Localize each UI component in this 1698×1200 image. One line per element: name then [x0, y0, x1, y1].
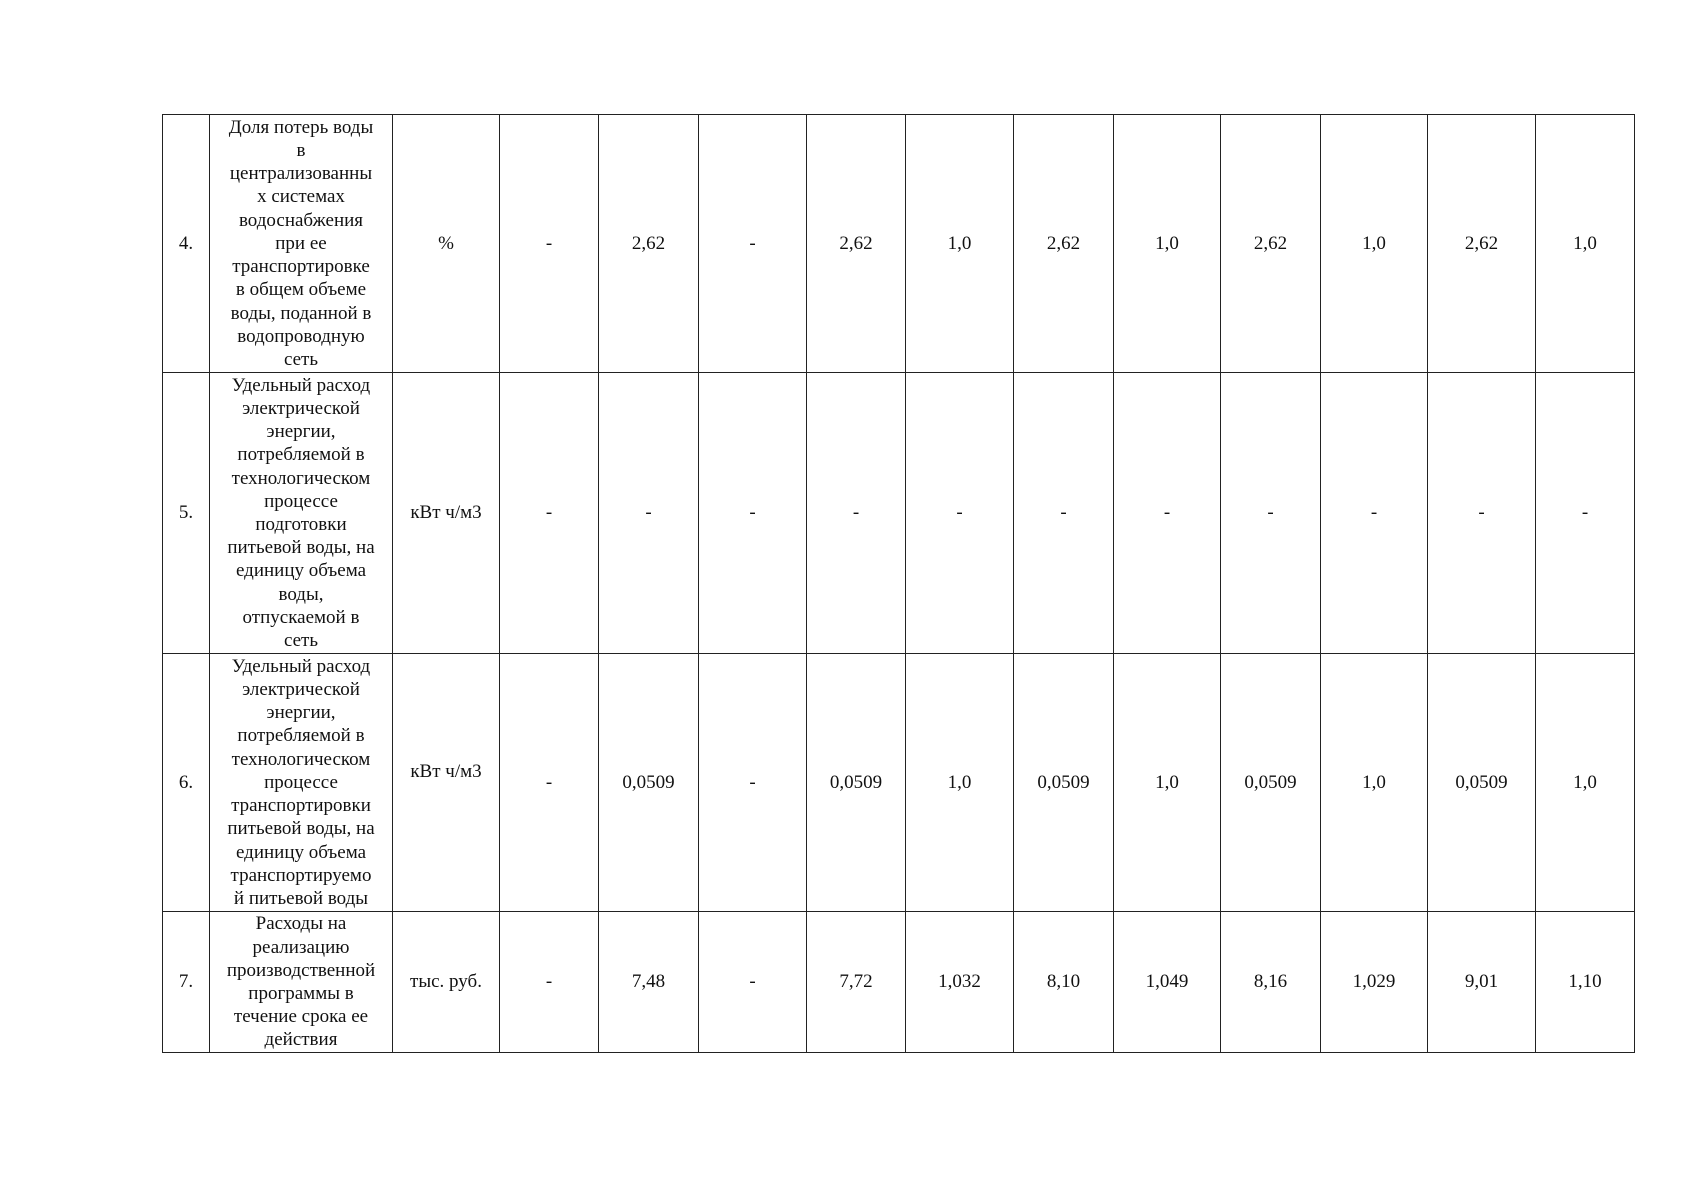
value-cell: -	[699, 373, 807, 654]
value-cell: 1,0	[906, 115, 1014, 373]
value-cell: -	[500, 373, 599, 654]
row-number-cell: 7.	[163, 912, 210, 1053]
unit-cell: кВт ч/м3	[393, 654, 500, 912]
indicator-name-line: при ее	[275, 232, 327, 254]
value-cell: 9,01	[1428, 912, 1536, 1053]
indicators-table	[162, 114, 1635, 1053]
indicator-name-line: х системах	[257, 186, 345, 208]
value-cell: -	[1536, 373, 1635, 654]
indicator-name-line: й питьевой воды	[233, 887, 369, 909]
indicator-name-line: Расходы на	[255, 913, 347, 935]
indicator-name-line: программы в	[248, 983, 354, 1004]
value-cell: -	[1221, 373, 1321, 654]
indicator-name-line: технологическом	[231, 748, 371, 770]
value-cell: 8,10	[1014, 912, 1114, 1053]
indicator-name-line: процессе	[264, 771, 338, 793]
value-cell: -	[500, 912, 599, 1053]
indicator-name-line: электрической	[242, 679, 360, 701]
indicator-name-line: энергии,	[266, 421, 336, 443]
indicator-name-cell	[210, 912, 393, 1053]
indicator-name-line: единицу объема	[235, 560, 367, 582]
unit-cell: тыс. руб.	[393, 912, 500, 1053]
indicator-name-cell	[210, 115, 393, 373]
indicator-name-line: воды,	[278, 583, 324, 605]
indicator-name-line: Доля потерь воды	[228, 116, 374, 138]
value-cell: 0,0509	[599, 654, 699, 912]
row-number-cell: 6.	[163, 654, 210, 912]
indicator-name-line: транспортировке	[232, 256, 370, 278]
value-cell: 7,48	[599, 912, 699, 1053]
value-cell: 0,0509	[1221, 654, 1321, 912]
table-row	[163, 912, 1635, 1053]
indicator-name-line: процессе	[264, 490, 338, 512]
value-cell: 0,0509	[1428, 654, 1536, 912]
value-cell: 1,0	[1321, 654, 1428, 912]
indicator-name-cell	[210, 654, 393, 912]
indicator-name-line: питьевой воды, на	[227, 537, 375, 559]
indicator-name-line: электрической	[242, 397, 360, 419]
value-cell: 8,16	[1221, 912, 1321, 1053]
value-cell: -	[1014, 373, 1114, 654]
value-cell: 1,0	[1536, 654, 1635, 912]
indicator-name-line: водоснабжения	[238, 209, 364, 231]
value-cell: -	[500, 654, 599, 912]
indicator-name-line: транспортировки	[231, 795, 371, 817]
row-number-cell: 5.	[163, 373, 210, 654]
table-body	[163, 115, 1635, 1053]
indicator-name-line: единицу объема	[235, 841, 367, 863]
value-cell: 1,0	[1114, 654, 1221, 912]
indicator-name-line: сеть	[283, 348, 319, 370]
value-cell: 1,0	[1321, 115, 1428, 373]
value-cell: 1,10	[1536, 912, 1635, 1053]
value-cell: -	[906, 373, 1014, 654]
indicator-name-line: потребляемой в	[237, 725, 365, 747]
value-cell: 2,62	[1014, 115, 1114, 373]
indicator-name-line: Удельный расход	[231, 374, 371, 396]
value-cell: 1,0	[1114, 115, 1221, 373]
indicator-name-line: отпускаемой в	[242, 606, 360, 628]
value-cell: -	[699, 912, 807, 1053]
indicator-name-line: подготовки	[255, 514, 347, 535]
indicator-name-line: в	[296, 140, 306, 162]
indicator-name-line: действия	[264, 1029, 338, 1051]
indicator-name-line: технологическом	[231, 467, 371, 489]
indicator-name-line: потребляемой в	[237, 444, 365, 466]
value-cell: -	[599, 373, 699, 654]
value-cell: -	[699, 654, 807, 912]
indicator-name-cell	[210, 373, 393, 654]
value-cell: 1,0	[1536, 115, 1635, 373]
indicator-name-line: Удельный расход	[231, 655, 371, 677]
row-number-cell: 4.	[163, 115, 210, 373]
indicator-name-line: производственной	[226, 959, 376, 981]
value-cell: 7,72	[807, 912, 906, 1053]
indicator-name-line: течение срока ее	[233, 1006, 369, 1028]
indicator-name-line: в общем объеме	[235, 279, 367, 301]
value-cell: 0,0509	[1014, 654, 1114, 912]
value-cell: -	[500, 115, 599, 373]
value-cell: 0,0509	[807, 654, 906, 912]
value-cell: 1,032	[906, 912, 1014, 1053]
value-cell: -	[1321, 373, 1428, 654]
value-cell: -	[807, 373, 906, 654]
indicator-name-line: воды, поданной в	[230, 302, 372, 324]
indicator-name-line: реализацию	[252, 936, 350, 958]
value-cell: 1,029	[1321, 912, 1428, 1053]
value-cell: 2,62	[599, 115, 699, 373]
indicator-name-line: централизованны	[229, 163, 373, 185]
value-cell: 1,049	[1114, 912, 1221, 1053]
unit-cell: кВт ч/м3	[393, 373, 500, 654]
indicator-name-line: транспортируемо	[230, 864, 372, 886]
value-cell: 1,0	[906, 654, 1014, 912]
value-cell: 2,62	[1221, 115, 1321, 373]
value-cell: 2,62	[1428, 115, 1536, 373]
unit-cell: %	[393, 115, 500, 373]
table-row	[163, 654, 1635, 912]
indicator-name-line: энергии,	[266, 702, 336, 724]
value-cell: -	[1114, 373, 1221, 654]
table-row	[163, 115, 1635, 373]
value-cell: -	[699, 115, 807, 373]
indicator-name-line: питьевой воды, на	[227, 818, 375, 840]
value-cell: 2,62	[807, 115, 906, 373]
indicator-name-line: водопроводную	[237, 325, 365, 347]
table-row	[163, 373, 1635, 654]
value-cell: -	[1428, 373, 1536, 654]
indicator-name-line: сеть	[283, 630, 319, 652]
